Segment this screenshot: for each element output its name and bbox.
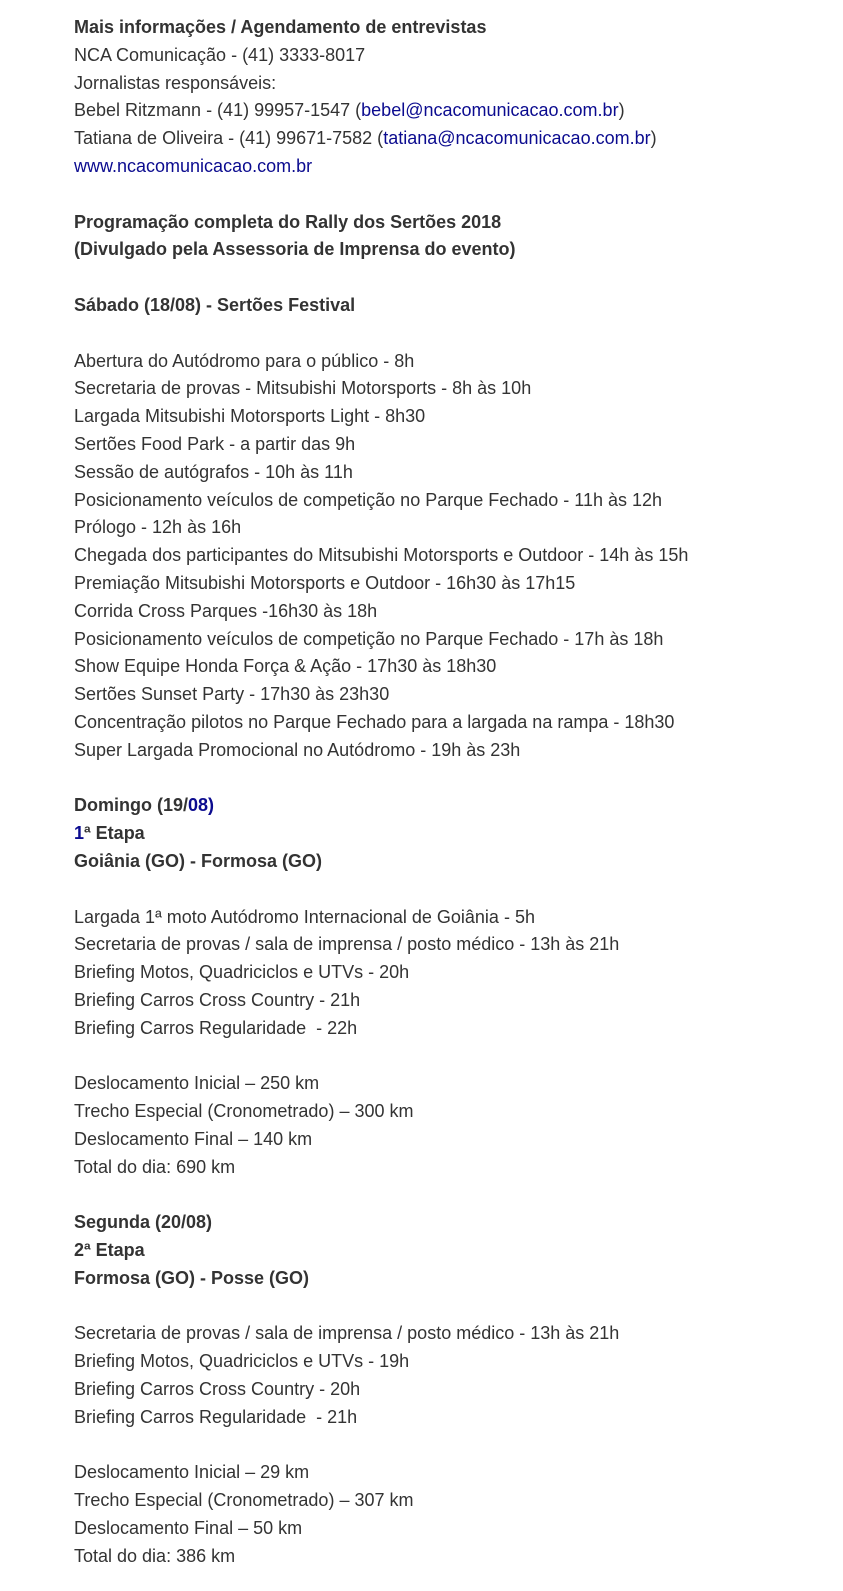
sunday-stage-text: ª Etapa bbox=[84, 823, 145, 844]
schedule-item: Show Equipe Honda Força & Ação - 17h30 às 18h30 bbox=[74, 656, 497, 677]
schedule-item: Abertura do Autódromo para o público - 8h bbox=[74, 350, 415, 371]
journalist-tatiana-close: ) bbox=[650, 128, 657, 149]
distance-item: Trecho Especial (Cronometrado) – 300 km bbox=[74, 1101, 414, 1122]
spacer bbox=[74, 181, 834, 209]
program-title: Programação completa do Rally dos Sertões 2018 bbox=[74, 211, 502, 232]
email-link-tatiana[interactable]: tatiana@ncacomunicacao.com.br bbox=[383, 128, 651, 149]
distance-total: Total do dia: 386 km bbox=[74, 1545, 236, 1566]
monday-heading: Segunda (20/08) bbox=[74, 1212, 213, 1233]
journalist-tatiana-text: Tatiana de Oliveira - (41) 99671-7582 ( bbox=[74, 128, 384, 149]
schedule-item: Briefing Carros Regularidade - 21h bbox=[74, 1406, 358, 1427]
schedule-item: Briefing Carros Cross Country - 21h bbox=[74, 989, 361, 1010]
schedule-item: Corrida Cross Parques -16h30 às 18h bbox=[74, 600, 378, 621]
spacer bbox=[74, 1293, 834, 1321]
sunday-stage bbox=[74, 820, 834, 848]
journalist-bebel-close: ) bbox=[618, 100, 625, 121]
contact-heading: Mais informações / Agendamento de entrevistas bbox=[74, 17, 487, 37]
schedule-item: Largada Mitsubishi Motorsports Light - 8h30 bbox=[74, 406, 426, 427]
sunday-date-link[interactable]: 08) bbox=[188, 795, 215, 816]
sunday-route: Goiânia (GO) - Formosa (GO) bbox=[74, 850, 323, 871]
monday-stage: 2ª Etapa bbox=[74, 1240, 145, 1261]
journalist-bebel-text: Bebel Ritzmann - (41) 99957-1547 ( bbox=[74, 100, 362, 121]
schedule-item: Prólogo - 12h às 16h bbox=[74, 517, 242, 538]
stage-number-link[interactable]: 1 bbox=[74, 823, 85, 844]
schedule-item: Sertões Sunset Party - 17h30 às 23h30 bbox=[74, 684, 390, 705]
agency-line: NCA Comunicação - (41) 3333-8017 bbox=[74, 44, 366, 65]
schedule-item: Briefing Carros Regularidade - 22h bbox=[74, 1017, 358, 1038]
schedule-item: Super Largada Promocional no Autódromo - 19h às 23h bbox=[74, 739, 521, 760]
monday-route: Formosa (GO) - Posse (GO) bbox=[74, 1267, 310, 1288]
spacer bbox=[74, 320, 834, 348]
saturday-heading: Sábado (18/08) - Sertões Festival bbox=[74, 294, 356, 315]
sunday-heading-text: Domingo (19/ bbox=[74, 795, 189, 816]
email-link-bebel[interactable]: bebel@ncacomunicacao.com.br bbox=[361, 100, 619, 121]
schedule-item: Secretaria de provas - Mitsubishi Motorsports - 8h às 10h bbox=[74, 378, 532, 399]
website-link[interactable]: www.ncacomunicacao.com.br bbox=[74, 155, 313, 176]
spacer bbox=[74, 1432, 834, 1460]
journalist-tatiana bbox=[74, 125, 834, 153]
schedule-item: Chegada dos participantes do Mitsubishi Motorsports e Outdoor - 14h às 15h bbox=[74, 545, 689, 566]
distance-item: Deslocamento Inicial – 29 km bbox=[74, 1462, 310, 1483]
schedule-item: Secretaria de provas / sala de imprensa / posto médico - 13h às 21h bbox=[74, 934, 620, 955]
program-subtitle: (Divulgado pela Assessoria de Imprensa do evento) bbox=[74, 239, 516, 260]
spacer bbox=[74, 264, 834, 292]
journalists-label: Jornalistas responsáveis: bbox=[74, 72, 277, 93]
schedule-item: Sessão de autógrafos - 10h às 11h bbox=[74, 461, 353, 482]
website-line bbox=[74, 153, 834, 181]
schedule-item: Briefing Motos, Quadriciclos e UTVs - 19h bbox=[74, 1351, 410, 1372]
schedule-item: Briefing Carros Cross Country - 20h bbox=[74, 1379, 361, 1400]
schedule-item: Premiação Mitsubishi Motorsports e Outdoor - 16h30 às 17h15 bbox=[74, 572, 576, 593]
document-body bbox=[74, 14, 834, 1571]
spacer bbox=[74, 876, 834, 904]
sunday-heading bbox=[74, 792, 834, 820]
distance-item: Deslocamento Final – 140 km bbox=[74, 1128, 313, 1149]
schedule-item: Briefing Motos, Quadriciclos e UTVs - 20h bbox=[74, 962, 410, 983]
spacer bbox=[74, 1181, 834, 1209]
spacer bbox=[74, 765, 834, 793]
distance-total: Total do dia: 690 km bbox=[74, 1156, 236, 1177]
spacer bbox=[74, 1042, 834, 1070]
schedule-item: Posicionamento veículos de competição no Parque Fechado - 17h às 18h bbox=[74, 628, 664, 649]
schedule-item: Secretaria de provas / sala de imprensa / posto médico - 13h às 21h bbox=[74, 1323, 620, 1344]
schedule-item: Concentração pilotos no Parque Fechado para a largada na rampa - 18h30 bbox=[74, 711, 675, 732]
distance-item: Deslocamento Final – 50 km bbox=[74, 1518, 303, 1539]
schedule-item: Sertões Food Park - a partir das 9h bbox=[74, 433, 356, 454]
schedule-item: Largada 1ª moto Autódromo Internacional de Goiânia - 5h bbox=[74, 906, 535, 927]
distance-item: Deslocamento Inicial – 250 km bbox=[74, 1073, 320, 1094]
schedule-item: Posicionamento veículos de competição no Parque Fechado - 11h às 12h bbox=[74, 489, 663, 510]
journalist-bebel bbox=[74, 97, 834, 125]
distance-item: Trecho Especial (Cronometrado) – 307 km bbox=[74, 1490, 414, 1511]
